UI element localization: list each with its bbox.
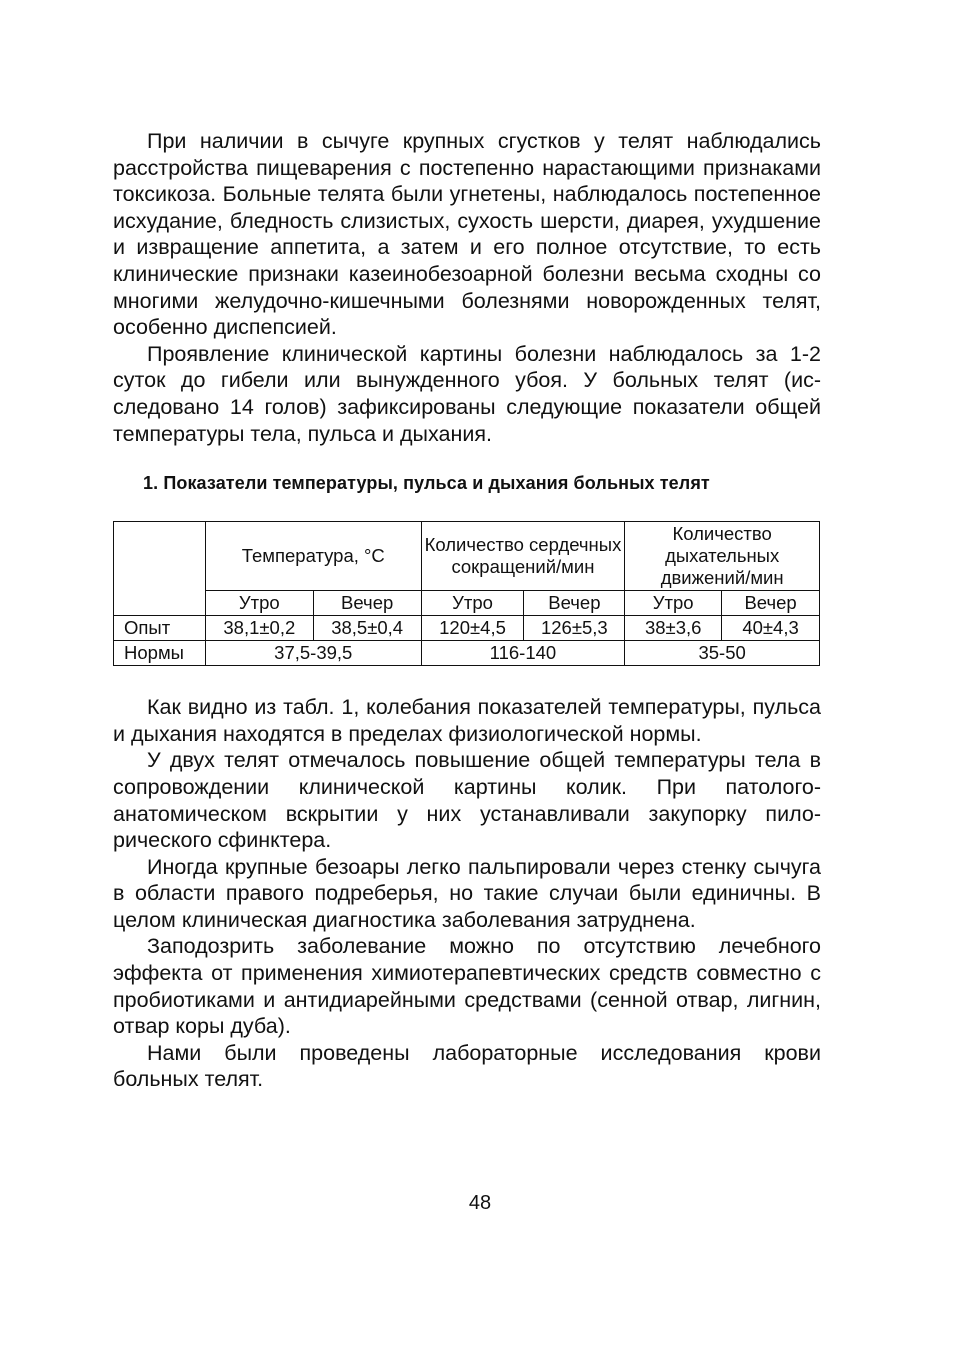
subheader-heart-evening: Вечер [524,591,625,616]
cell-breath-evening: 40±4,3 [722,616,820,641]
header-heart-rate: Количество сердечных сокращений/мин [421,522,625,591]
paragraph-lab-studies: Нами были проведены лабораторные исследования крови больных телят. [113,1040,821,1092]
header-breath-rate: Количество дыхательных движений/мин [625,522,820,591]
table-subheader-row [114,591,820,616]
header-temperature: Температура, °С [205,522,421,591]
paragraph-suspicion: Заподозрить заболевание можно по отсутствию лечебного эффекта от применения химиотерапевтических средств совместно с пробиотиками и антидиарейными средствами (сенной отвар, лигнин, отвар коры дуба). [113,934,821,1039]
cell-norm-temp: 37,5-39,5 [205,641,421,666]
cell-temp-morning: 38,1±0,2 [205,616,313,641]
table-row-experiment [114,616,820,641]
cell-temp-evening: 38,5±0,4 [313,616,421,641]
header-empty-cell [114,522,206,616]
cell-heart-evening: 126±5,3 [524,616,625,641]
subheader-temp-evening: Вечер [313,591,421,616]
page-body [113,128,821,1093]
cell-norm-breath: 35-50 [625,641,820,666]
indicators-table [113,521,820,666]
paragraph-palpation: Иногда крупные безоары легко пальпировали через стенку сычуга в области правого подреберья, но такие случаи были единичны. В целом клиническая диагностика заболевания затруднена. [113,854,821,932]
row-label-norms: Нормы [114,641,206,666]
page-number: 48 [468,1192,492,1214]
text-after-table [113,694,821,1093]
paragraph-conclusion: Как видно из табл. 1, колебания показателей температуры, пульса и дыхания находятся в пределах физиологической нормы. [113,695,821,746]
paragraph-symptoms: При наличии в сычуге крупных сгустков у телят наблюдались расстройства пищеварения с постепенно нарастающими признаками токсикоза. Больные телята были угнетены, наблюдалось постепенное исхудание, бледность слизистых, сухость шерсти, диарея, ухудшение и извращение аппетита, а затем и его полное отсутствие, то есть клинические признаки казеинобезоарной болезни весьма сходны со многими желудочно-кишечными болезнями новорожденных телят, особенно диспепсией. [113,129,821,340]
subheader-temp-morning: Утро [205,591,313,616]
table-row-norms [114,641,820,666]
paragraph-colic: У двух телят отмечалось повышение общей температуры тела в сопровождении клинической картины колик. При патологоанатомическом вскрытии у них устанавливали закупорку пилорического сфинктера. [113,748,821,853]
row-label-experiment: Опыт [114,616,206,641]
cell-heart-morning: 120±4,5 [421,616,524,641]
cell-breath-morning: 38±3,6 [625,616,722,641]
table-caption: 1. Показатели температуры, пульса и дыхания больных телят [143,473,710,494]
paragraph-manifestation: Проявление клинической картины болезни наблюдалось за 1-2 суток до гибели или вынужденного убоя. У больных телят (исследовано 14 голов) зафиксированы следующие показатели общей температуры тела, пульса и дыхания. [113,341,821,446]
subheader-breath-morning: Утро [625,591,722,616]
subheader-breath-evening: Вечер [722,591,820,616]
table-header-row [114,522,820,591]
subheader-heart-morning: Утро [421,591,524,616]
cell-norm-heart: 116-140 [421,641,625,666]
